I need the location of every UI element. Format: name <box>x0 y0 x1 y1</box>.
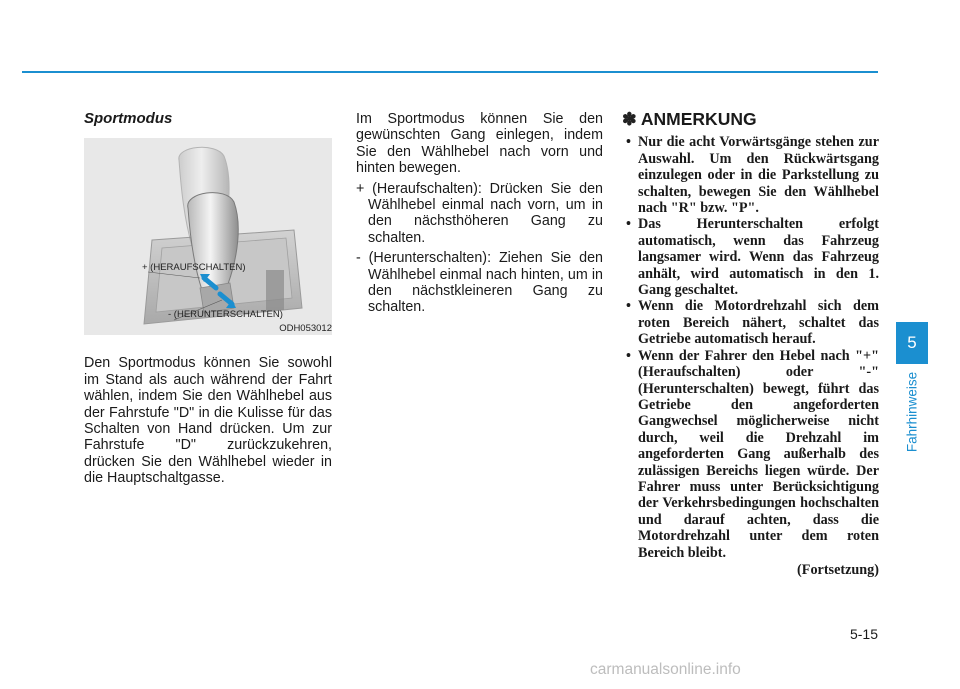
item-upshift: + (Heraufschalten): Drücken Sie den Wählhebel einmal nach vorn, um in den nächsthöheren Gang zu schalten. <box>356 180 603 246</box>
bullet-icon: • <box>626 134 631 151</box>
chapter-tab: 5 <box>896 322 928 364</box>
item-downshift: - (Herunterschalten): Ziehen Sie den Wählhebel einmal nach hinten, um in den nächstkleineren Gang zu schalten. <box>356 250 603 316</box>
gear-lever-illustration <box>84 138 332 335</box>
continued-label: (Fortsetzung) <box>797 561 879 578</box>
figure-label-downshift: - (HERUNTERSCHALTEN) <box>168 309 283 320</box>
note-item: • Wenn der Fahrer den Hebel nach "+" (Heraufschalten) oder "-" (Herunterschalten) bewegt, führt das Getriebe den angeforderten Gangwechsel möglicherweise nicht durch, weil die Drehzahl im angeforderten Gang außerhalb des zulässigen Bereichs liegen würde. Der Fahrer muss unter Berücksichtigung der Verkehrsbedingungen hochschalten und darauf achten, dass die Motordrehzahl unter dem roten Bereich bleibt. <box>626 347 879 561</box>
paragraph-sportmode-usage: Im Sportmodus können Sie den gewünschten Gang einlegen, indem Sie den Wählhebel nach vorn und hinten bewegen. <box>356 111 603 177</box>
note-title <box>622 111 879 127</box>
note-star-icon: ✽ <box>622 109 637 129</box>
page-number: 5-15 <box>849 626 878 642</box>
column-note <box>622 111 879 578</box>
note-item: • Wenn die Motordrehzahl sich dem roten Bereich nähert, schaltet das Getriebe automatisch herauf. <box>626 298 879 348</box>
figure-label-upshift: + (HERAUFSCHALTEN) <box>142 262 246 273</box>
bullet-icon: • <box>626 216 631 233</box>
column-middle <box>356 111 603 316</box>
note-list <box>622 134 879 561</box>
note-item: • Nur die acht Vorwärtsgänge stehen zur Auswahl. Um den Rückwärtsgang einzulegen oder in die Parkstellung zu schalten, bewegen Sie den Wählhebel nach "R" bzw. "P". <box>626 134 879 217</box>
column-left <box>84 111 332 487</box>
watermark: carmanualsonline.info <box>590 661 741 678</box>
paragraph-sportmode-select: Den Sportmodus können Sie sowohl im Stand als auch während der Fahrt wählen, indem Sie den Wählhebel aus der Fahrstufe "D" in die Kulisse für das Schalten von Hand drücken. Um zur Fahrstufe "D" zurückzukehren, drücken Sie den Wählhebel wieder in die Hauptschaltgasse. <box>84 355 332 487</box>
chapter-label: Fahrhinweise <box>904 371 920 453</box>
bullet-icon: • <box>626 347 631 364</box>
figure-code: ODH053012 <box>279 323 332 334</box>
bullet-icon: • <box>626 298 631 315</box>
gear-shifter-figure <box>84 138 332 335</box>
header-rule <box>22 71 878 73</box>
section-heading: Sportmodus <box>84 110 173 127</box>
note-item: • Das Herunterschalten erfolgt automatisch, wenn das Fahrzeug langsamer wird. Wenn das Fahrzeug anhält, wird automatisch in den 1. Gang geschaltet. <box>626 216 879 299</box>
note-title-text: ANMERKUNG <box>640 109 757 129</box>
